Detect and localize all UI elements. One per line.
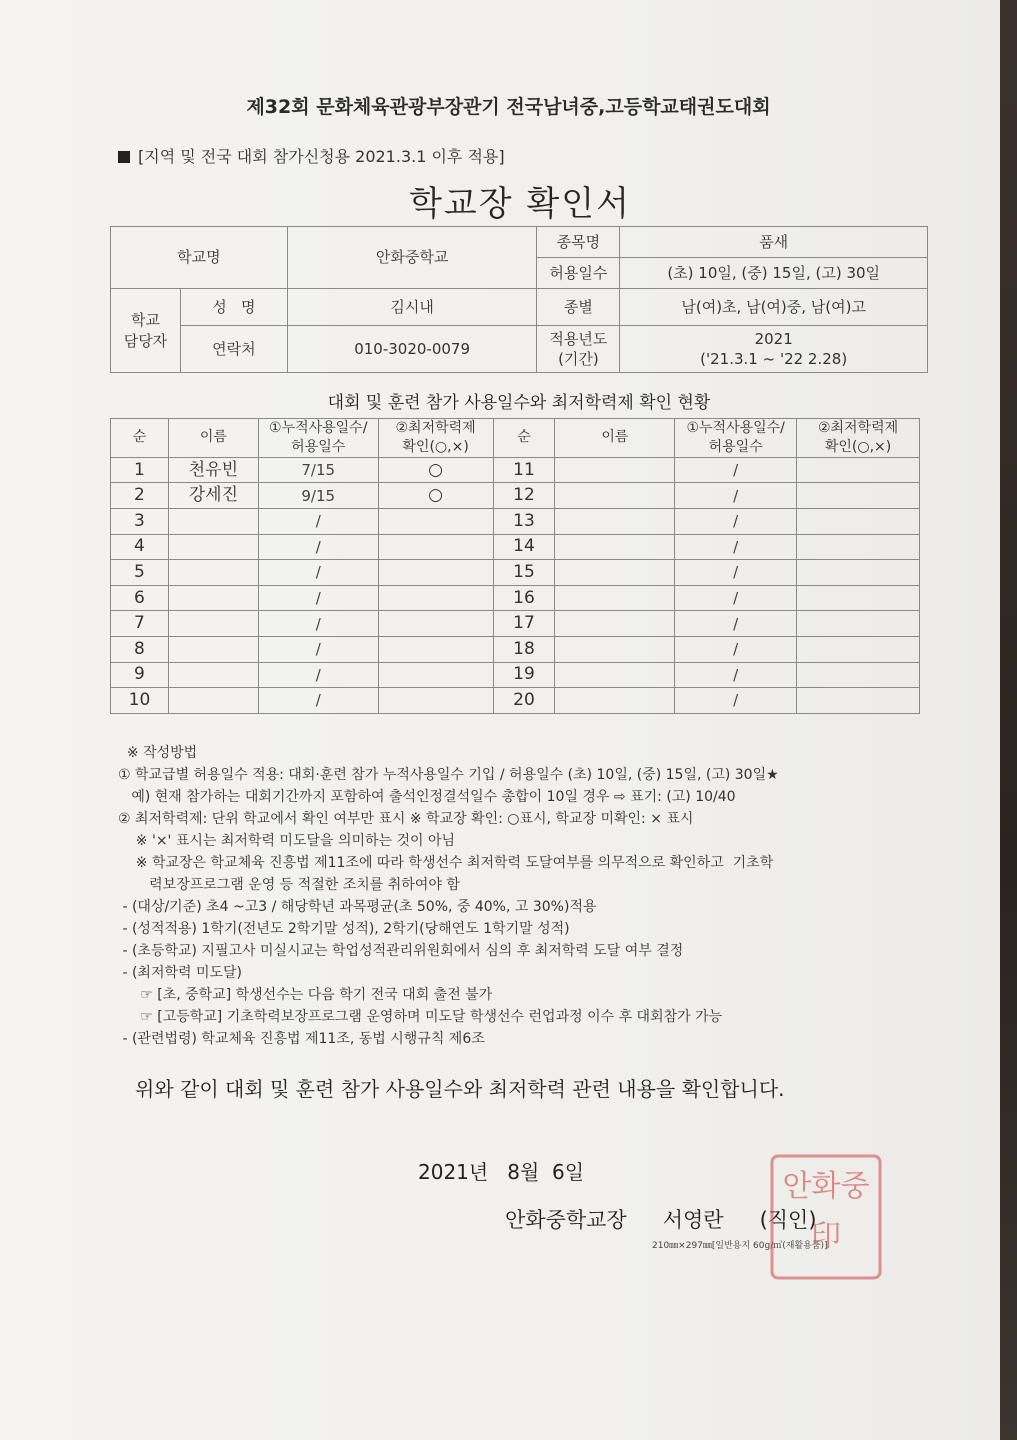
row-days: / xyxy=(675,636,797,662)
header-no: 순 xyxy=(111,419,169,458)
row-days: / xyxy=(675,457,797,483)
row-name xyxy=(168,585,258,611)
row-days: / xyxy=(675,560,797,586)
seal-glyphs-lower: 印 xyxy=(811,1219,841,1254)
row-days: / xyxy=(258,534,378,560)
instruction-line: ※ 학교장은 학교체육 진흥법 제11조에 따라 학생선수 최저학력 도달여부를 의무적으로 확인하고 기초학 xyxy=(118,855,774,871)
row-no: 19 xyxy=(493,662,555,688)
row-academic xyxy=(378,585,493,611)
instruction-line: ☞ [고등학교] 기초학력보장프로그램 운영하며 미도달 학생선수 런업과정 이수 후 대회참가 가능 xyxy=(118,1009,723,1025)
row-name xyxy=(555,457,675,483)
row-days: 9/15 xyxy=(258,483,378,509)
header-academic: ②최저학력제 확인(○,×) xyxy=(378,419,493,458)
instruction-line: ① 학교급별 허용일수 적용: 대회·훈련 참가 누적사용일수 기입 / 허용일수 (초) 10일, (중) 15일, (고) 30일★ xyxy=(118,767,779,783)
row-no: 6 xyxy=(111,585,169,611)
row-days: / xyxy=(258,688,378,714)
row-days: / xyxy=(258,585,378,611)
instruction-line: ☞ [초, 중학교] 학생선수는 다음 학기 전국 대회 출전 불가 xyxy=(118,987,493,1003)
instruction-line: - (관련법령) 학교체육 진흥법 제11조, 동법 시행규칙 제6조 xyxy=(118,1031,485,1047)
background-edge xyxy=(1000,0,1017,1440)
row-academic xyxy=(378,508,493,534)
row-no: 20 xyxy=(493,688,555,714)
row-name xyxy=(168,508,258,534)
row-days: / xyxy=(258,636,378,662)
header-name: 이름 xyxy=(168,419,258,458)
row-name xyxy=(555,483,675,509)
square-bullet-icon xyxy=(118,151,130,163)
row-no: 9 xyxy=(111,662,169,688)
instruction-line: 예) 현재 참가하는 대회기간까지 포함하여 출석인정결석일수 총합이 10일 경우 ⇨ 표기: (고) 10/40 xyxy=(118,789,736,805)
status-rows xyxy=(111,457,920,713)
row-days: / xyxy=(675,585,797,611)
row-name xyxy=(555,662,675,688)
row-no: 10 xyxy=(111,688,169,714)
row-name xyxy=(555,585,675,611)
table-row xyxy=(111,662,920,688)
row-academic xyxy=(797,560,920,586)
row-name: 천유빈 xyxy=(168,457,258,483)
row-academic xyxy=(378,611,493,637)
seal-label: (직인) xyxy=(759,1208,817,1232)
row-days: / xyxy=(675,688,797,714)
seal-glyphs: 안화중 xyxy=(782,1169,870,1204)
table-row xyxy=(111,560,920,586)
year-value: 2021 ('21.3.1 ~ '22 2.28) xyxy=(620,326,928,373)
row-days: 7/15 xyxy=(258,457,378,483)
instruction-line: - (최저학력 미도달) xyxy=(118,965,242,981)
row-no: 18 xyxy=(493,636,555,662)
row-no: 17 xyxy=(493,611,555,637)
contact-label: 연락처 xyxy=(180,326,287,373)
name-label: 성 명 xyxy=(180,289,287,326)
row-name xyxy=(168,688,258,714)
row-academic xyxy=(378,534,493,560)
row-no: 3 xyxy=(111,508,169,534)
row-name xyxy=(555,560,675,586)
row-academic xyxy=(797,534,920,560)
row-academic xyxy=(797,483,920,509)
table-row xyxy=(111,534,920,560)
table-row xyxy=(111,457,920,483)
status-caption: 대회 및 훈련 참가 사용일수와 최저학력제 확인 현황 xyxy=(327,393,711,413)
year-label: 적용년도 (기간) xyxy=(537,326,620,373)
table-row xyxy=(111,611,920,637)
form-subheading xyxy=(118,144,505,167)
row-academic xyxy=(797,688,920,714)
event-value: 품새 xyxy=(620,227,928,258)
official-seal-stamp xyxy=(764,1146,888,1284)
school-name-value: 안화중학교 xyxy=(287,227,537,289)
row-no: 5 xyxy=(111,560,169,586)
school-principal-title: 안화중학교장 xyxy=(505,1208,627,1232)
row-days: / xyxy=(258,611,378,637)
row-name xyxy=(555,534,675,560)
row-no: 12 xyxy=(493,483,555,509)
table-row xyxy=(111,483,920,509)
header-days: ①누적사용일수/ 허용일수 xyxy=(675,419,797,458)
row-days: / xyxy=(675,534,797,560)
row-name xyxy=(555,688,675,714)
school-info-table xyxy=(110,226,928,373)
gender-label: 종별 xyxy=(537,289,620,326)
issue-date: 2021년 8월 6일 xyxy=(418,1160,585,1184)
row-days: / xyxy=(258,508,378,534)
gender-value: 남(여)초, 남(여)중, 남(여)고 xyxy=(620,289,928,326)
row-name xyxy=(555,611,675,637)
header-name: 이름 xyxy=(555,419,675,458)
row-academic xyxy=(378,560,493,586)
row-academic xyxy=(378,688,493,714)
row-days: / xyxy=(258,560,378,586)
row-no: 1 xyxy=(111,457,169,483)
row-academic xyxy=(378,662,493,688)
row-name xyxy=(168,611,258,637)
row-academic: ○ xyxy=(378,457,493,483)
row-days: / xyxy=(675,662,797,688)
allowed-days-label: 허용일수 xyxy=(537,258,620,289)
header-no: 순 xyxy=(493,419,555,458)
row-academic xyxy=(797,457,920,483)
header-academic: ②최저학력제 확인(○,×) xyxy=(797,419,920,458)
row-days: / xyxy=(675,611,797,637)
instruction-line: - (초등학교) 지필고사 미실시교는 학업성적관리위원회에서 심의 후 최저학력 도달 여부 결정 xyxy=(118,943,684,959)
table-row xyxy=(111,585,920,611)
table-row xyxy=(111,688,920,714)
row-academic xyxy=(378,636,493,662)
school-name-label: 학교명 xyxy=(111,227,288,289)
row-days: / xyxy=(675,483,797,509)
header-days: ①누적사용일수/ 허용일수 xyxy=(258,419,378,458)
instruction-line: ② 최저학력제: 단위 학교에서 확인 여부만 표시 ※ 학교장 확인: ○표시, 학교장 미확인: × 표시 xyxy=(118,811,694,827)
row-name xyxy=(168,534,258,560)
row-no: 4 xyxy=(111,534,169,560)
row-no: 16 xyxy=(493,585,555,611)
row-days: / xyxy=(675,508,797,534)
row-name xyxy=(555,636,675,662)
row-name xyxy=(168,636,258,662)
confirmation-text: 위와 같이 대회 및 훈련 참가 사용일수와 최저학력 관련 내용을 확인합니다. xyxy=(135,1077,785,1101)
instructions xyxy=(118,742,779,1050)
instruction-line: - (대상/기준) 초4 ~고3 / 해당학년 과목평균(초 50%, 중 40%, 고 30%)적용 xyxy=(118,899,597,915)
row-name xyxy=(168,662,258,688)
row-days: / xyxy=(258,662,378,688)
row-no: 13 xyxy=(493,508,555,534)
allowed-days-value: (초) 10일, (중) 15일, (고) 30일 xyxy=(620,258,928,289)
row-academic: ○ xyxy=(378,483,493,509)
instruction-line: ※ 작성방법 xyxy=(118,745,198,761)
paper-spec: 210㎜×297㎜[일반용지 60g/㎡(재활용품)] xyxy=(652,1241,828,1251)
instruction-line: ※ '×' 표시는 최저학력 미도달을 의미하는 것이 아님 xyxy=(118,833,456,849)
status-table xyxy=(110,418,920,714)
row-academic xyxy=(797,662,920,688)
row-no: 8 xyxy=(111,636,169,662)
manager-label: 학교 담당자 xyxy=(111,289,181,373)
row-academic xyxy=(797,636,920,662)
row-no: 7 xyxy=(111,611,169,637)
row-name xyxy=(555,508,675,534)
subheading-text: [지역 및 전국 대회 참가신청용 2021.3.1 이후 적용] xyxy=(138,147,505,166)
row-no: 15 xyxy=(493,560,555,586)
row-no: 11 xyxy=(493,457,555,483)
row-academic xyxy=(797,508,920,534)
row-academic xyxy=(797,585,920,611)
row-name: 강세진 xyxy=(168,483,258,509)
contact-value: 010-3020-0079 xyxy=(287,326,537,373)
event-title: 제32회 문화체육관광부장관기 전국남녀중,고등학교태권도대회 xyxy=(246,96,771,118)
name-value: 김시내 xyxy=(287,289,537,326)
table-row xyxy=(111,636,920,662)
document-title: 학교장 확인서 xyxy=(409,184,631,224)
instruction-line: - (성적적용) 1학기(전년도 2학기말 성적), 2학기(당해연도 1학기말 성적) xyxy=(118,921,570,937)
event-label: 종목명 xyxy=(537,227,620,258)
row-no: 14 xyxy=(493,534,555,560)
row-no: 2 xyxy=(111,483,169,509)
instruction-line: 력보장프로그램 운영 등 적절한 조치를 취하여야 함 xyxy=(118,877,460,893)
principal-name: 서영란 xyxy=(662,1208,724,1232)
row-name xyxy=(168,560,258,586)
table-row xyxy=(111,508,920,534)
row-academic xyxy=(797,611,920,637)
